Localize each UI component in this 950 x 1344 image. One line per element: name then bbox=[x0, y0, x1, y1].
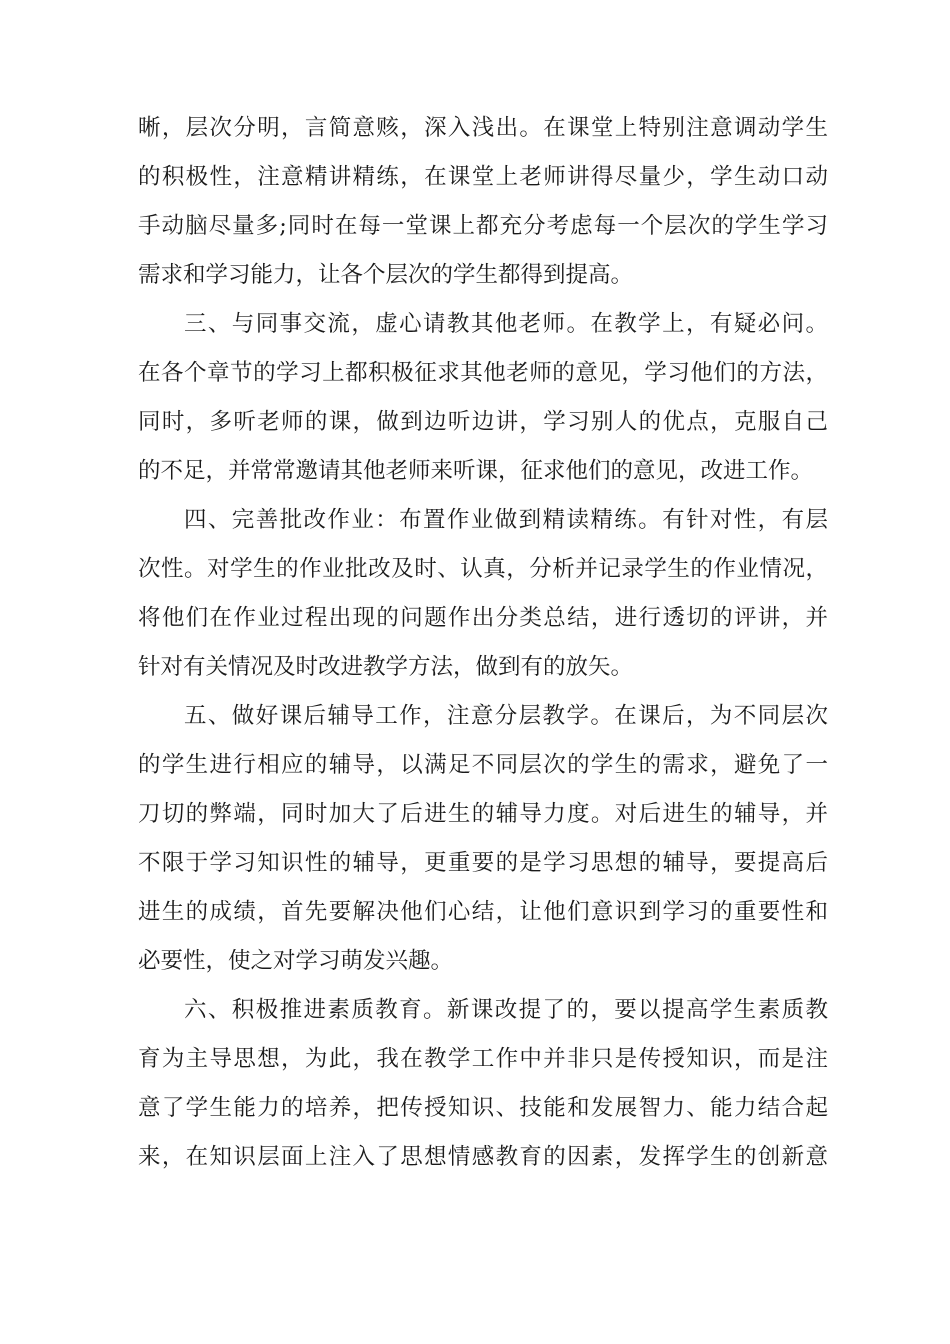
paragraph bbox=[138, 692, 828, 986]
text-line: 在各个章节的学习上都积极征求其他老师的意见，学习他们的方法， bbox=[138, 360, 828, 386]
text-line: 意了学生能力的培养，把传授知识、技能和发展智力、能力结合起 bbox=[138, 1095, 828, 1121]
text-line: 三、与同事交流，虚心请教其他老师。在教学上，有疑必问。 bbox=[184, 311, 828, 337]
text-line: 针对有关情况及时改进教学方法，做到有的放矢。 bbox=[138, 654, 634, 680]
text-line: 五、做好课后辅导工作，注意分层教学。在课后，为不同层次 bbox=[184, 703, 828, 729]
text-line: 需求和学习能力，让各个层次的学生都得到提高。 bbox=[138, 262, 634, 288]
text-line: 刀切的弊端，同时加大了后进生的辅导力度。对后进生的辅导，并 bbox=[138, 801, 828, 827]
body-text bbox=[138, 104, 828, 1182]
paragraph bbox=[138, 300, 828, 496]
text-line: 的不足，并常常邀请其他老师来听课，征求他们的意见，改进工作。 bbox=[138, 458, 814, 484]
text-line: 同时，多听老师的课，做到边听边讲，学习别人的优点，克服自己 bbox=[138, 409, 828, 435]
text-line: 育为主导思想，为此，我在教学工作中并非只是传授知识，而是注 bbox=[138, 1046, 828, 1072]
paragraph bbox=[138, 986, 828, 1182]
paragraph bbox=[138, 496, 828, 692]
text-line: 必要性，使之对学习萌发兴趣。 bbox=[138, 948, 454, 974]
text-line: 进生的成绩，首先要解决他们心结，让他们意识到学习的重要性和 bbox=[138, 899, 828, 925]
text-line: 的积极性，注意精讲精练，在课堂上老师讲得尽量少，学生动口动 bbox=[138, 164, 828, 190]
text-line: 六、积极推进素质教育。新课改提了的，要以提高学生素质教 bbox=[184, 997, 828, 1023]
text-line: 晰，层次分明，言简意赅，深入浅出。在课堂上特别注意调动学生 bbox=[138, 115, 828, 141]
text-line: 手动脑尽量多;同时在每一堂课上都充分考虑每一个层次的学生学习 bbox=[138, 213, 828, 239]
text-line: 不限于学习知识性的辅导，更重要的是学习思想的辅导，要提高后 bbox=[138, 850, 828, 876]
text-line: 四、完善批改作业：布置作业做到精读精练。有针对性，有层 bbox=[184, 507, 828, 533]
text-line: 的学生进行相应的辅导，以满足不同层次的学生的需求，避免了一 bbox=[138, 752, 828, 778]
text-line: 次性。对学生的作业批改及时、认真，分析并记录学生的作业情况， bbox=[138, 556, 828, 582]
text-line: 来，在知识层面上注入了思想情感教育的因素，发挥学生的创新意 bbox=[138, 1144, 828, 1170]
text-line: 将他们在作业过程出现的问题作出分类总结，进行透切的评讲，并 bbox=[138, 605, 828, 631]
paragraph bbox=[138, 104, 828, 300]
